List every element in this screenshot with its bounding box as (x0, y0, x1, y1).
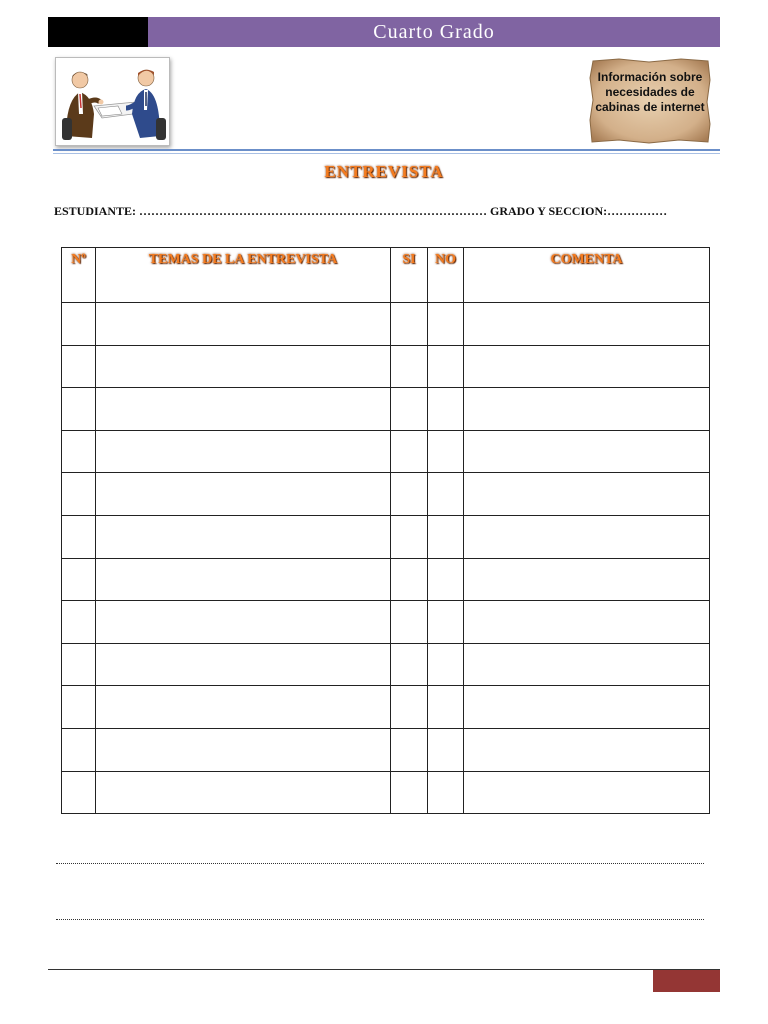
interview-meeting-illustration (55, 57, 170, 146)
footer-accent-block (653, 970, 720, 992)
note-line-1: Información sobre (597, 70, 703, 84)
cell-topic[interactable] (96, 430, 391, 473)
cell-no[interactable] (428, 388, 464, 431)
note-line-3: cabinas de internet (595, 100, 705, 114)
cell-topic[interactable] (96, 515, 391, 558)
cell-number[interactable] (62, 515, 96, 558)
table-row (62, 686, 710, 729)
cell-no[interactable] (428, 558, 464, 601)
cell-no[interactable] (428, 473, 464, 516)
student-line: ESTUDIANTE: …………………………………………………………………………… GRADO Y SECCION:…………… (54, 204, 668, 218)
cell-no[interactable] (428, 643, 464, 686)
cell-topic[interactable] (96, 771, 391, 814)
header-bar (148, 17, 720, 47)
cell-si[interactable] (391, 686, 428, 729)
cell-number[interactable] (62, 388, 96, 431)
table-row (62, 728, 710, 771)
cell-no[interactable] (428, 771, 464, 814)
cell-no[interactable] (428, 515, 464, 558)
cell-si[interactable] (391, 601, 428, 644)
cell-topic[interactable] (96, 601, 391, 644)
cell-si[interactable] (391, 643, 428, 686)
cell-si[interactable] (391, 303, 428, 346)
cell-number[interactable] (62, 430, 96, 473)
cell-number[interactable] (62, 473, 96, 516)
cell-number[interactable] (62, 303, 96, 346)
cell-si[interactable] (391, 515, 428, 558)
table-row (62, 430, 710, 473)
cell-topic[interactable] (96, 303, 391, 346)
cell-si[interactable] (391, 345, 428, 388)
table-row (62, 771, 710, 814)
table-row (62, 473, 710, 516)
header-divider (53, 149, 720, 151)
table-row (62, 345, 710, 388)
cell-comment[interactable] (464, 388, 710, 431)
cell-comment[interactable] (464, 345, 710, 388)
cell-si[interactable] (391, 430, 428, 473)
cell-si[interactable] (391, 388, 428, 431)
column-header-number: Nº (62, 248, 96, 303)
cell-number[interactable] (62, 728, 96, 771)
table-row (62, 558, 710, 601)
parchment-note (589, 58, 711, 144)
cell-si[interactable] (391, 558, 428, 601)
cell-topic[interactable] (96, 728, 391, 771)
cell-number[interactable] (62, 558, 96, 601)
cell-number[interactable] (62, 345, 96, 388)
cell-number[interactable] (62, 643, 96, 686)
cell-topic[interactable] (96, 686, 391, 729)
cell-comment[interactable] (464, 771, 710, 814)
cell-si[interactable] (391, 473, 428, 516)
column-header-comment: COMENTA (464, 248, 710, 303)
cell-no[interactable] (428, 303, 464, 346)
header-title: Cuarto Grado (373, 20, 495, 43)
cell-number[interactable] (62, 771, 96, 814)
cell-number[interactable] (62, 686, 96, 729)
cell-comment[interactable] (464, 643, 710, 686)
cell-comment[interactable] (464, 601, 710, 644)
cell-no[interactable] (428, 601, 464, 644)
cell-comment[interactable] (464, 728, 710, 771)
cell-no[interactable] (428, 728, 464, 771)
cell-comment[interactable] (464, 303, 710, 346)
column-header-si: SI (391, 248, 428, 303)
cell-topic[interactable] (96, 473, 391, 516)
column-header-topics: TEMAS DE LA ENTREVISTA (96, 248, 391, 303)
cell-no[interactable] (428, 345, 464, 388)
header-divider-thin (53, 153, 720, 154)
interview-table (61, 247, 710, 814)
cell-topic[interactable] (96, 643, 391, 686)
cell-si[interactable] (391, 728, 428, 771)
cell-topic[interactable] (96, 345, 391, 388)
table-row (62, 601, 710, 644)
column-header-no: NO (428, 248, 464, 303)
dotted-answer-line-2[interactable] (56, 919, 704, 920)
cell-no[interactable] (428, 686, 464, 729)
cell-no[interactable] (428, 430, 464, 473)
cell-topic[interactable] (96, 558, 391, 601)
note-line-2: necesidades de (605, 85, 695, 99)
document-title: ENTREVISTA (324, 162, 444, 181)
cell-comment[interactable] (464, 686, 710, 729)
cell-comment[interactable] (464, 430, 710, 473)
table-row (62, 388, 710, 431)
cell-comment[interactable] (464, 558, 710, 601)
cell-number[interactable] (62, 601, 96, 644)
cell-si[interactable] (391, 771, 428, 814)
cell-comment[interactable] (464, 473, 710, 516)
cell-comment[interactable] (464, 515, 710, 558)
dotted-answer-line-1[interactable] (56, 863, 704, 864)
header-black-block (48, 17, 148, 47)
footer-divider (48, 969, 720, 970)
table-row (62, 303, 710, 346)
table-header-row (62, 248, 710, 303)
table-row (62, 643, 710, 686)
table-row (62, 515, 710, 558)
cell-topic[interactable] (96, 388, 391, 431)
